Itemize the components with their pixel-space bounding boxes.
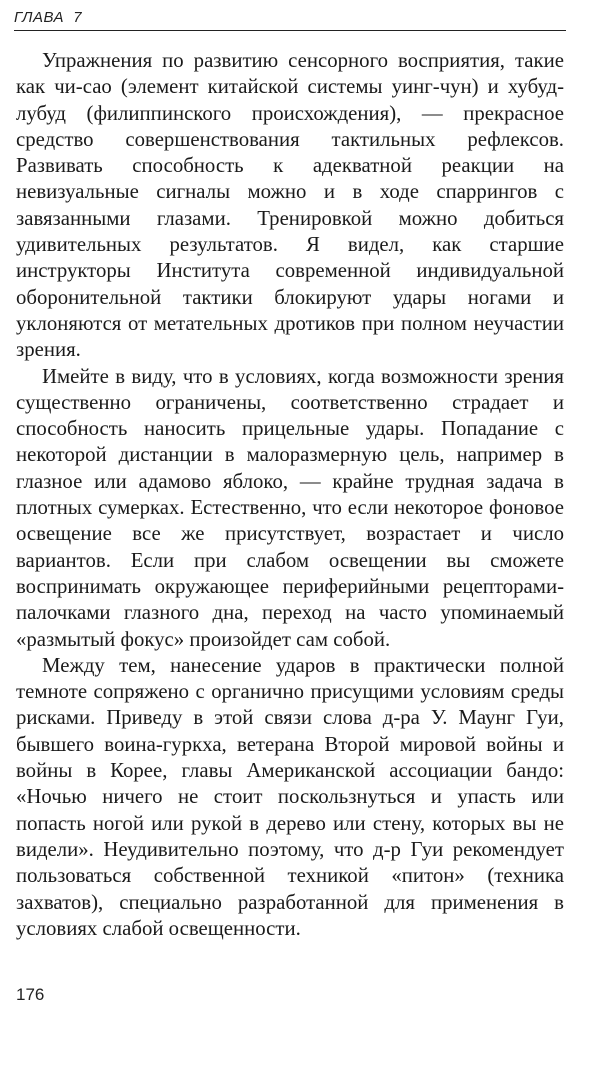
paragraph-1: Упражнения по развитию сенсорного восприятия, такие как чи-сао (элемент китайской системы уинг-чун) и хубуд-лубуд (филиппинского происхождения), — прекрасное средство совершенствования тактильных рефлексов. Развивать способность к адекватной реакции на невизуальные сигналы можно и в ходе спаррингов с завязанными глазами. Тренировкой можно добиться удивительных результатов. Я видел, как старшие инструкторы Института современной индивидуальной оборонительной тактики блокируют удары ногами и уклоняются от метательных дротиков при полном неучастии зрения. — [16, 49, 564, 362]
paragraph-3: Между тем, нанесение ударов в практически полной темноте сопряжено с органично присущими условиям среды рисками. Приведу в этой связи слова д-ра У. Маунг Гуи, бывшего воина-гуркха, ветерана Второй мировой войны и войны в Корее, главы Американской ассоциации бандо: «Ночью ничего не стоит поскользнуться и упасть или попасть ногой или рукой в дерево или стену, которых вы не видели». Неудивительно поэтому, что д-р Гуи рекомендует пользоваться собственной техникой «питон» (техника захватов), специально разработанной для применения в условиях слабой освещенности. — [16, 653, 564, 940]
body-text — [16, 48, 564, 942]
page-number: 176 — [16, 985, 45, 1004]
running-header — [14, 8, 566, 31]
paragraph-2: Имейте в виду, что в условиях, когда возможности зрения существенно ограничены, соответственно страдает и способность наносить прицельные удары. Попадание с некоторой дистанции в малоразмерную цель, например в глазное или адамово яблоко, — крайне трудная задача в плотных сумерках. Естественно, что если некоторое фоновое освещение все же присутствует, возрастает и число вариантов. Если при слабом освещении вы сможете воспринимать окружающее периферийными рецепторами-палочками глазного дна, переход на часто упоминаемый «размытый фокус» произойдет сам собой. — [16, 364, 564, 651]
chapter-label: ГЛАВА 7 — [14, 9, 83, 26]
